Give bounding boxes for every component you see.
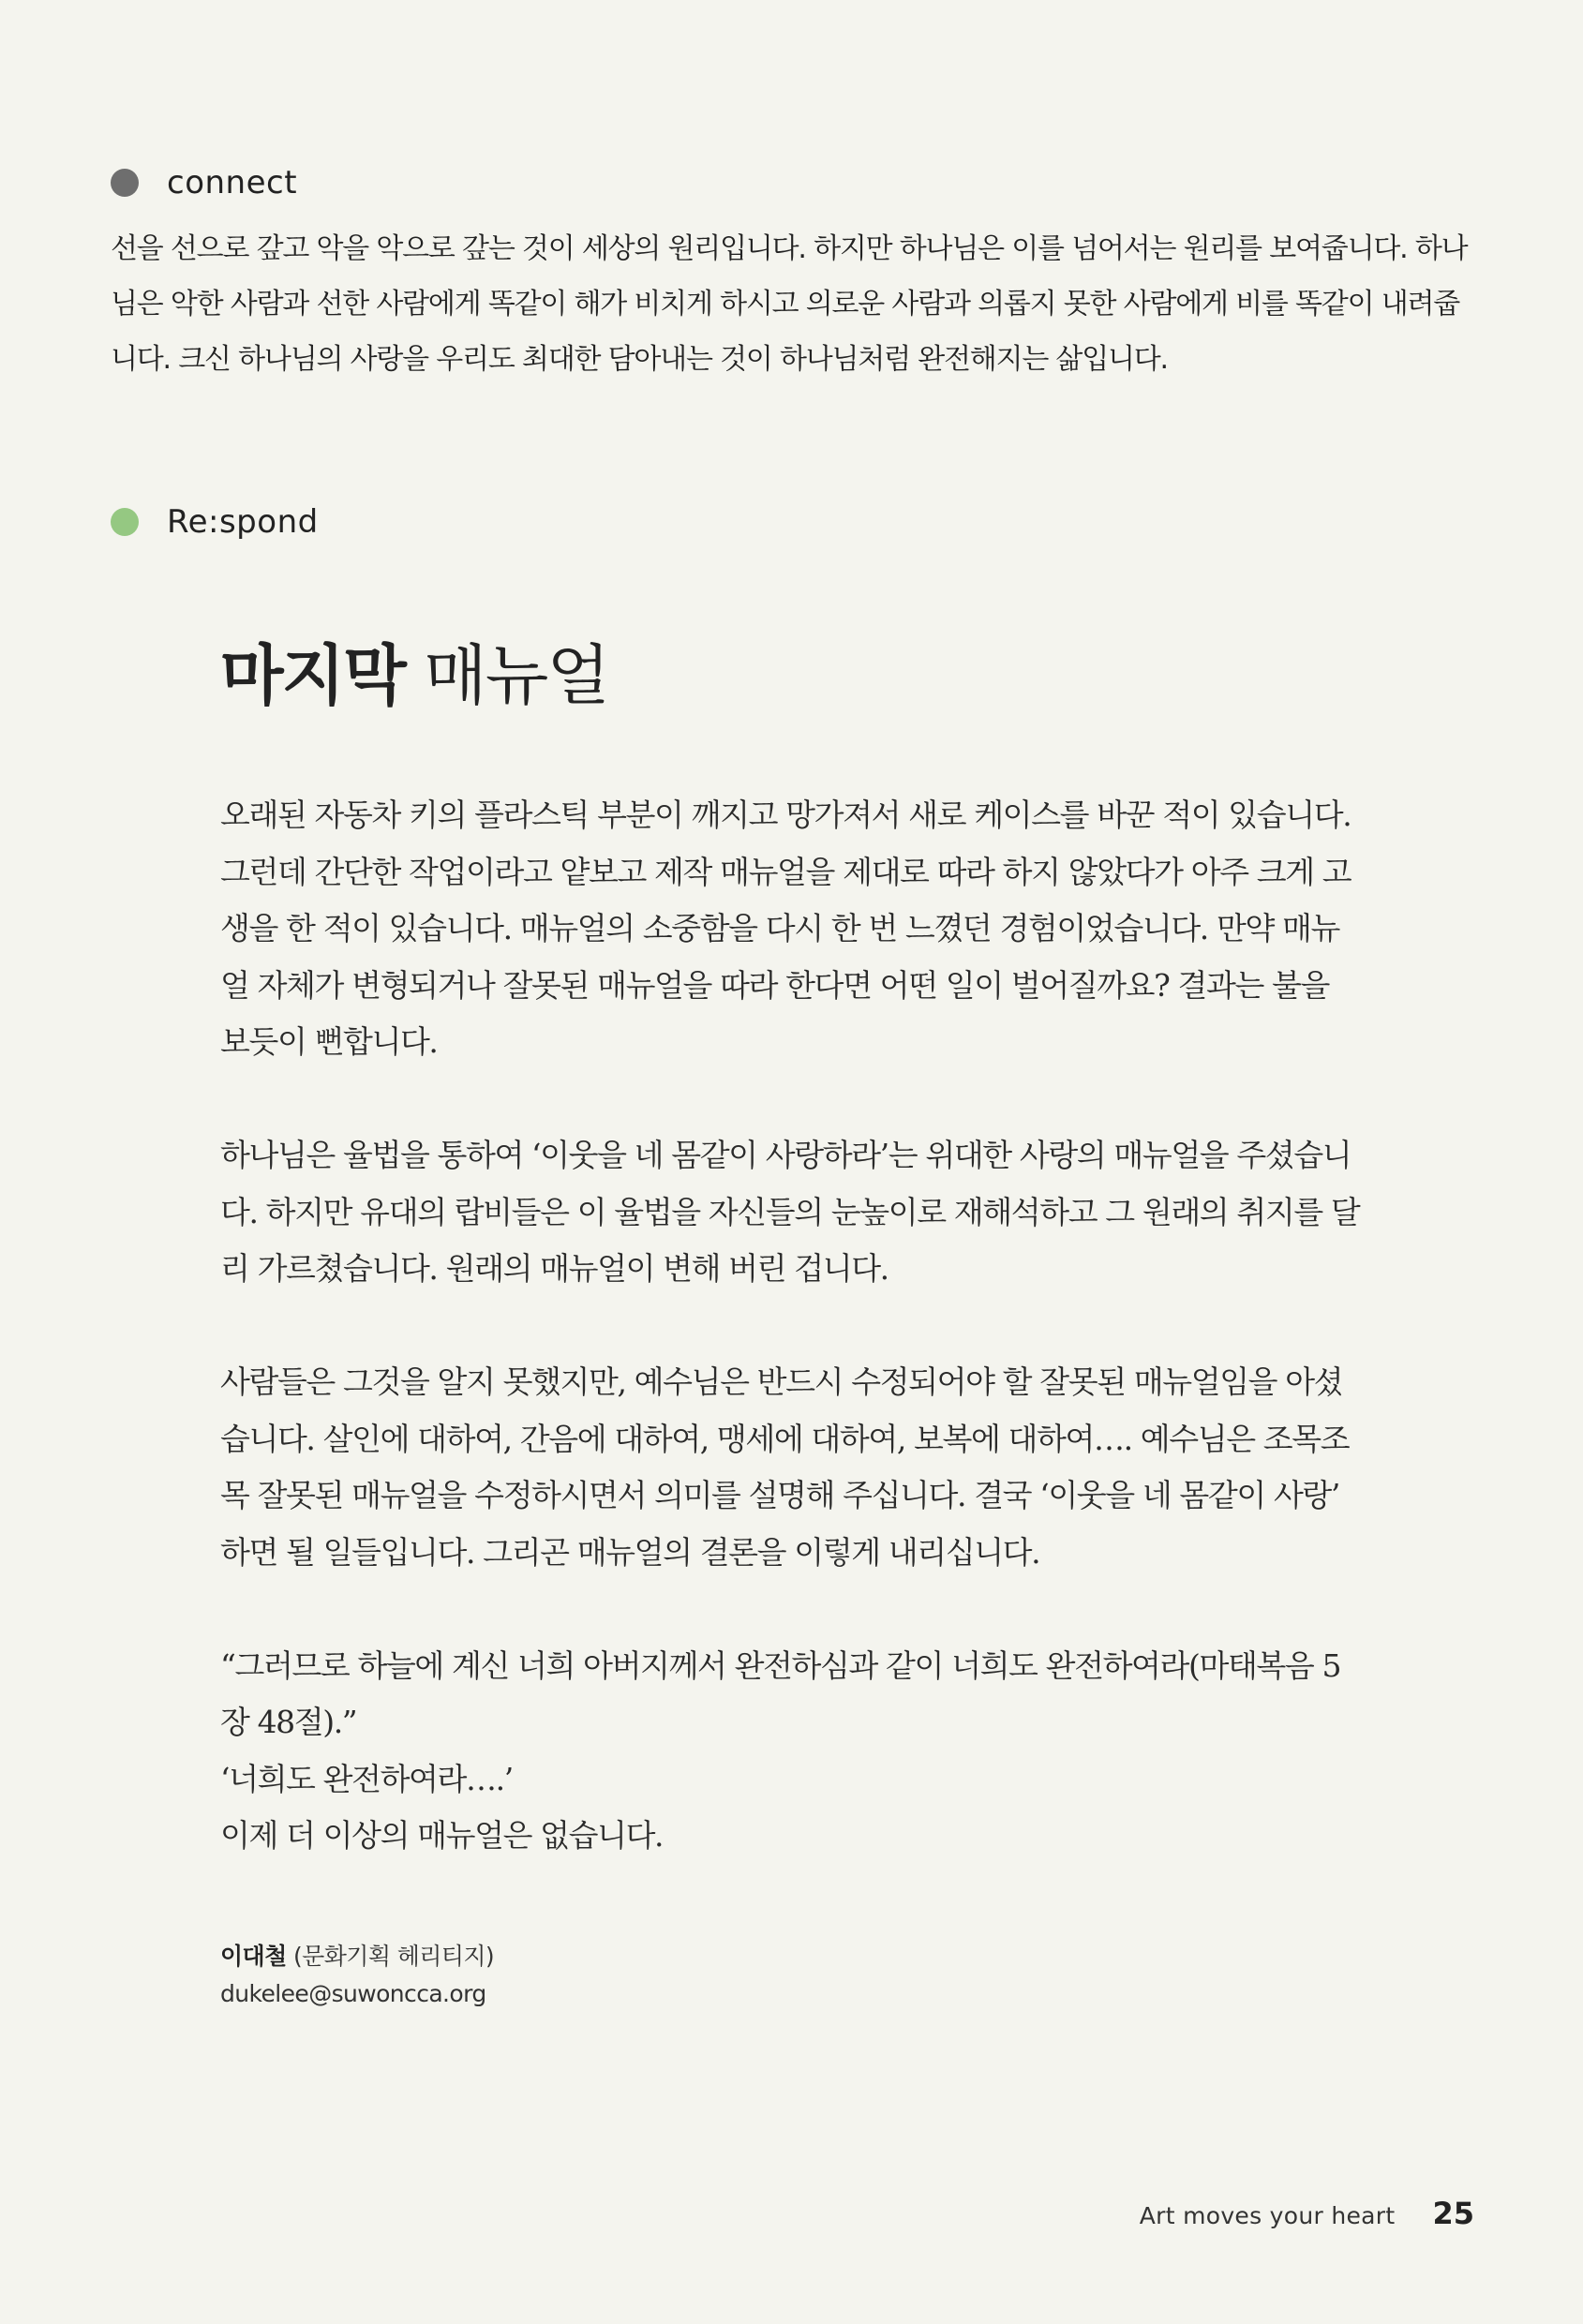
author-email: dukelee@suwoncca.org bbox=[220, 1980, 486, 2007]
article-paragraph: 하나님은 율법을 통하여 ‘이웃을 네 몸같이 사랑하라’는 위대한 사랑의 매뉴얼을 주셨습니다. 하지만 유대의 랍비들은 이 율법을 자신들의 눈높이로 재해석하고 그 원래의 취지를 달리 가르쳤습니다. 원래의 매뉴얼이 변해 버린 겁니다. bbox=[220, 1137, 1360, 1287]
article-closing: 이제 더 이상의 매뉴얼은 없습니다. bbox=[220, 1817, 664, 1854]
connect-label: connect bbox=[167, 164, 298, 201]
article-title bbox=[220, 623, 608, 718]
article-title-bold: 마지막 bbox=[220, 637, 405, 714]
connect-text: 선을 선으로 갚고 악을 악으로 갚는 것이 세상의 원리입니다. 하지만 하나님은 이를 넘어서는 원리를 보여줍니다. 하나님은 악한 사람과 선한 사람에게 똑같이 해가 비치게 하시고 의로운 사람과 의롭지 못한 사람에게 비를 똑같이 내려줍니다. 크신 하나님의 사랑을 우리도 최대한 담아내는 것이 하나님처럼 완전해지는 삶입니다. bbox=[111, 232, 1468, 376]
article-echo: ‘너희도 완전하여라….’ bbox=[220, 1760, 513, 1797]
author-byline bbox=[220, 1938, 494, 2013]
page-number: 25 bbox=[1432, 2196, 1474, 2231]
page-footer bbox=[1140, 2196, 1474, 2231]
respond-bullet-icon bbox=[111, 508, 139, 536]
author-affiliation: (문화기획 헤리티지) bbox=[293, 1943, 495, 1970]
article-paragraph: 오래된 자동차 키의 플라스틱 부분이 깨지고 망가져서 새로 케이스를 바꾼 적이 있습니다. 그런데 간단한 작업이라고 얕보고 제작 매뉴얼을 제대로 따라 하지 않았다가 아주 크게 고생을 한 적이 있습니다. 매뉴얼의 소중함을 다시 한 번 느꼈던 경험이었습니다. 만약 매뉴얼 자체가 변형되거나 잘못된 매뉴얼을 따라 한다면 어떤 일이 벌어질까요? 결과는 불을 보듯이 뻔합니다. bbox=[220, 797, 1352, 1060]
article-title-rest: 매뉴얼 bbox=[424, 637, 609, 714]
article-body bbox=[220, 787, 1364, 1865]
respond-label: Re:spond bbox=[167, 503, 319, 541]
article-quote: “그러므로 하늘에 계신 너희 아버지께서 완전하심과 같이 너희도 완전하여라(마태복음 5장 48절).” bbox=[220, 1646, 1341, 1740]
author-line bbox=[220, 1938, 494, 1975]
connect-bullet-icon bbox=[111, 169, 139, 197]
footer-tagline: Art moves your heart bbox=[1139, 2202, 1396, 2229]
respond-section-header bbox=[111, 503, 319, 541]
article-paragraph: 사람들은 그것을 알지 못했지만, 예수님은 반드시 수정되어야 할 잘못된 매뉴얼임을 아셨습니다. 살인에 대하여, 간음에 대하여, 맹세에 대하여, 보복에 대하여…. 예수님은 조목조목 잘못된 매뉴얼을 수정하시면서 의미를 설명해 주십니다. 결국 ‘이웃을 네 몸같이 사랑’ 하면 될 일들입니다. 그리곤 매뉴얼의 결론을 이렇게 내리십니다. bbox=[220, 1363, 1350, 1571]
author-name: 이대철 bbox=[220, 1943, 287, 1970]
connect-section-header bbox=[111, 164, 297, 201]
